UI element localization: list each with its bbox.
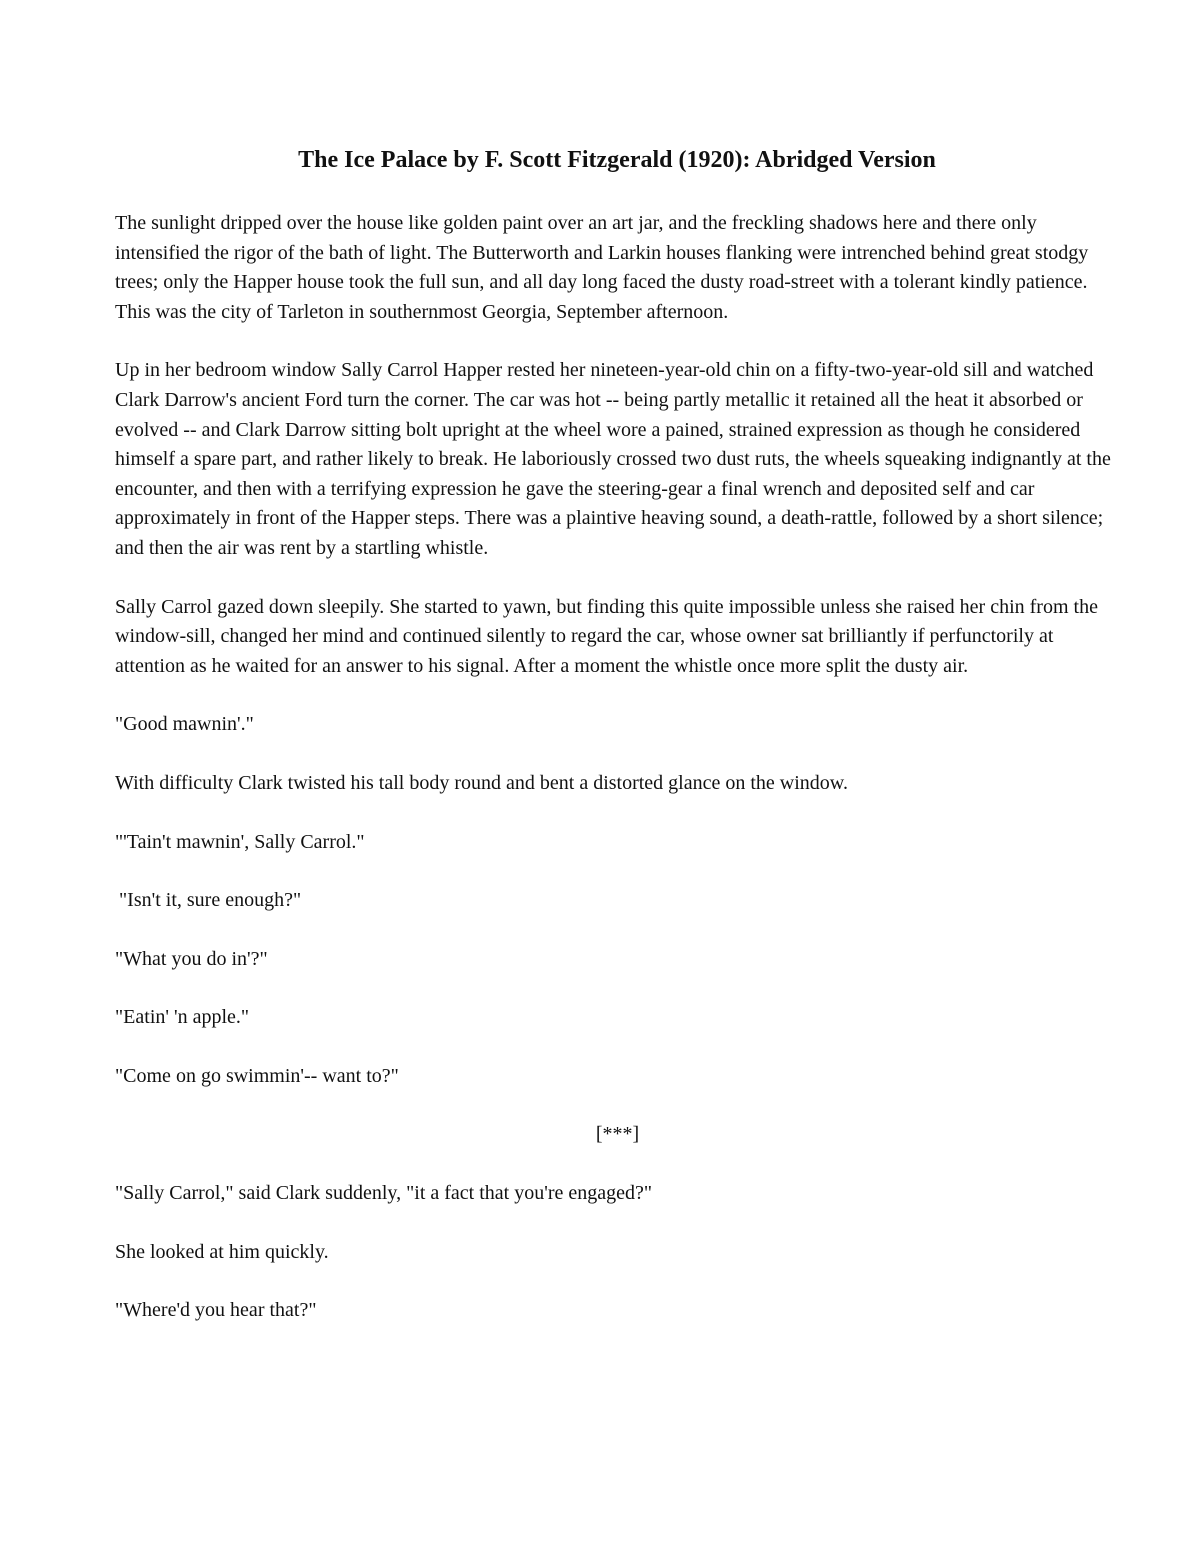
- dialogue-line: "Eatin' 'n apple.": [115, 1006, 250, 1029]
- dialogue-line: "Sally Carrol," said Clark suddenly, "it a fact that you're engaged?": [115, 1182, 653, 1205]
- paragraph-with-difficulty: With difficulty Clark twisted his tall body round and bent a distorted glance on the window.: [115, 771, 848, 794]
- dialogue-line: "Isn't it, sure enough?": [119, 889, 302, 912]
- section-separator: [***]: [595, 1123, 640, 1146]
- dialogue-line: "What you do in'?": [115, 947, 268, 970]
- paragraph-sunlight: The sunlight dripped over the house like golden paint over an art jar, and the freckling shadows here and there only intensified the rigor of the bath of light. The Butterworth and Larkin houses flanking were intrenched behind great stodgy trees; only the Happer house took the full sun, and all day long faced the dusty road-street with a tolerant kindly patience. This was the city of Tarleton in southernmost Georgia, September afternoon.: [115, 212, 1089, 323]
- dialogue-line: "Come on go swimmin'-- want to?": [115, 1064, 399, 1087]
- dialogue-line: "'Tain't mawnin', Sally Carrol.": [115, 830, 365, 853]
- dialogue-line: "Where'd you hear that?": [115, 1299, 317, 1322]
- dialogue-line: "Good mawnin'.": [115, 713, 254, 736]
- paragraph-gazed-down: Sally Carrol gazed down sleepily. She started to yawn, but finding this quite impossible unless she raised her chin from the window-sill, changed her mind and continued silently to regard the car, whose owner sat brilliantly if perfunctorily at attention as he waited for an answer to his signal. After a moment the whistle once more split the dusty air.: [115, 595, 1098, 677]
- document-title: The Ice Palace by F. Scott Fitzgerald (1920): Abridged Version: [298, 147, 936, 173]
- document-body: [115, 209, 1120, 1355]
- paragraph-bedroom-window: Up in her bedroom window Sally Carrol Happer rested her nineteen-year-old chin on a fifty-two-year-old sill and watched Clark Darrow's ancient Ford turn the corner. The car was hot -- being partly metallic it retained all the heat it absorbed or evolved -- and Clark Darrow sitting bolt upright at the wheel wore a pained, strained expression as though he considered himself a spare part, and rather likely to break. He laboriously crossed two dust ruts, the wheels squeaking indignantly at the encounter, and then with a terrifying expression he gave the steering-gear a final wrench and deposited self and car approximately in front of the Happer steps. There was a plaintive heaving sound, a death-rattle, followed by a short silence; and then the air was rent by a startling whistle.: [115, 359, 1111, 559]
- paragraph-looked-quickly: She looked at him quickly.: [115, 1240, 329, 1263]
